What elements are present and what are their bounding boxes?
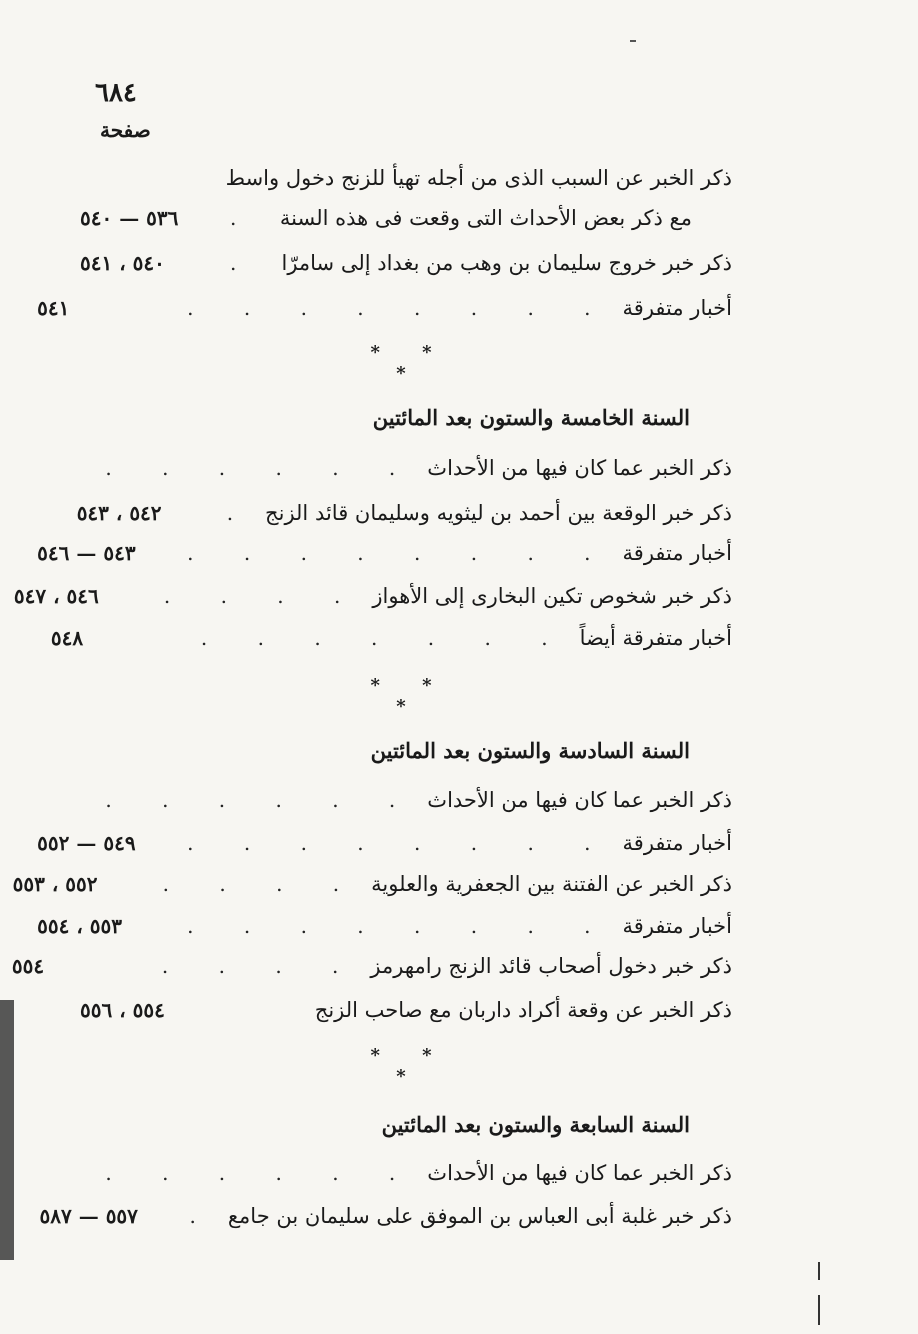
leader-dots: . . . . . . xyxy=(105,788,418,812)
toc-entry xyxy=(80,1155,732,1191)
entry-pages xyxy=(0,788,95,812)
entry-pages: ٥٥٧ — ٥٨٧ xyxy=(39,1204,138,1228)
entry-pages: ٥٥٣ ، ٥٥٤ xyxy=(37,914,123,938)
toc-entry xyxy=(50,620,732,656)
entry-pages: ٥٤٠ ، ٥٤١ xyxy=(80,251,165,275)
leader-dots: . . . . xyxy=(163,584,363,608)
section-separator: * * * xyxy=(370,675,450,717)
toc-entry xyxy=(80,200,732,236)
entry-pages: ٥٤٩ — ٥٥٢ xyxy=(37,831,136,855)
entry-pages: ٥٥٤ xyxy=(11,954,45,978)
entry-title: ذكر الخبر عما كان فيها من الأحداث xyxy=(427,456,732,480)
entry-pages: ٥٤٦ ، ٥٤٧ xyxy=(13,584,99,608)
leader-dots: . xyxy=(230,206,259,230)
entry-pages: ٥٥٢ ، ٥٥٣ xyxy=(12,872,98,896)
entry-title: ذكر الخبر عما كان فيها من الأحداث xyxy=(427,788,732,812)
leader-dots: . . . . . . . . xyxy=(187,541,613,565)
leader-dots: . . . . . . . . xyxy=(187,296,613,320)
section-separator: * * * xyxy=(370,342,450,384)
entry-title: ذكر الخبر عن الفتنة بين الجعفرية والعلوية xyxy=(371,872,732,896)
section-heading: السنة الخامسة والستون بعد المائتين xyxy=(372,405,690,430)
toc-entry xyxy=(37,908,732,944)
entry-title: ذكر خبر دخول أصحاب قائد الزنج رامهرمز xyxy=(370,954,732,978)
entry-title: أخبار متفرقة xyxy=(622,296,732,320)
entry-title: أخبار متفرقة xyxy=(622,541,732,565)
page-number: ٦٨٤ xyxy=(95,78,137,108)
leader-dots: . . . . xyxy=(161,954,361,978)
toc-entry xyxy=(13,578,732,614)
leader-dots: . xyxy=(230,251,259,275)
entry-title: ذكر خبر الوقعة بين أحمد بن ليثويه وسليمان قائد الزنج xyxy=(265,501,732,525)
entry-title: ذكر خبر شخوص تكين البخارى إلى الأهواز xyxy=(372,584,732,608)
entry-pages xyxy=(0,1161,95,1185)
entry-pages: ٥٣٦ — ٥٤٠ xyxy=(80,206,179,230)
leader-dots: . . . . . . . . xyxy=(187,914,613,938)
entry-title: ذكر الخبر عن وقعة أكراد داربان مع صاحب الزنج xyxy=(314,998,732,1022)
toc-entry xyxy=(80,245,732,281)
section-separator: * * * xyxy=(370,1045,450,1087)
leader-dots: . . . . . . xyxy=(105,456,418,480)
scan-mark xyxy=(818,1262,820,1280)
leader-dots: . . . . . . xyxy=(105,1161,418,1185)
entry-title: ذكر الخبر عن السبب الذى من أجله تهيأ للزنج دخول واسط xyxy=(225,166,732,190)
leader-dots: . xyxy=(189,1204,218,1228)
toc-entry xyxy=(80,160,732,196)
toc-entry xyxy=(11,948,732,984)
entry-title: أخبار متفرقة xyxy=(622,914,732,938)
toc-entry xyxy=(39,1198,732,1234)
entry-pages: ٥٥٤ ، ٥٥٦ xyxy=(80,998,165,1022)
entry-title: أخبار متفرقة xyxy=(622,831,732,855)
toc-entry xyxy=(37,825,732,861)
leader-dots: . . . . xyxy=(162,872,362,896)
toc-entry xyxy=(37,535,732,571)
entry-title: أخبار متفرقة أيضاً xyxy=(579,626,732,650)
toc-entry xyxy=(80,782,732,818)
toc-entry xyxy=(80,450,732,486)
scan-mark xyxy=(818,1295,820,1325)
entry-title: ذكر خبر خروج سليمان بن وهب من بغداد إلى سامرّا xyxy=(281,251,732,275)
entry-title: مع ذكر بعض الأحداث التى وقعت فى هذه السنة xyxy=(279,206,692,230)
toc-entry xyxy=(37,290,732,326)
entry-title: ذكر خبر غلبة أبى العباس بن الموفق على سليمان بن جامع xyxy=(227,1204,732,1228)
entry-pages: ٥٤٨ xyxy=(50,626,84,650)
section-heading: السنة السابعة والستون بعد المائتين xyxy=(381,1112,690,1137)
entry-pages xyxy=(0,456,95,480)
toc-entry xyxy=(12,866,732,902)
entry-pages: ٥٤٣ — ٥٤٦ xyxy=(37,541,136,565)
toc-entry xyxy=(80,992,732,1028)
section-heading: السنة السادسة والستون بعد المائتين xyxy=(370,738,690,763)
print-speck xyxy=(630,40,636,42)
toc-entry xyxy=(76,495,732,531)
entry-pages: ٥٤٢ ، ٥٤٣ xyxy=(76,501,162,525)
scan-edge-shadow xyxy=(0,1000,14,1260)
leader-dots: . xyxy=(226,501,256,525)
leader-dots: . . . . . . . . xyxy=(187,831,613,855)
entry-title: ذكر الخبر عما كان فيها من الأحداث xyxy=(427,1161,732,1185)
entry-pages: ٥٤١ xyxy=(37,296,70,320)
leader-dots: . . . . . . . xyxy=(200,626,570,650)
page-column-label: صفحة xyxy=(100,118,151,142)
